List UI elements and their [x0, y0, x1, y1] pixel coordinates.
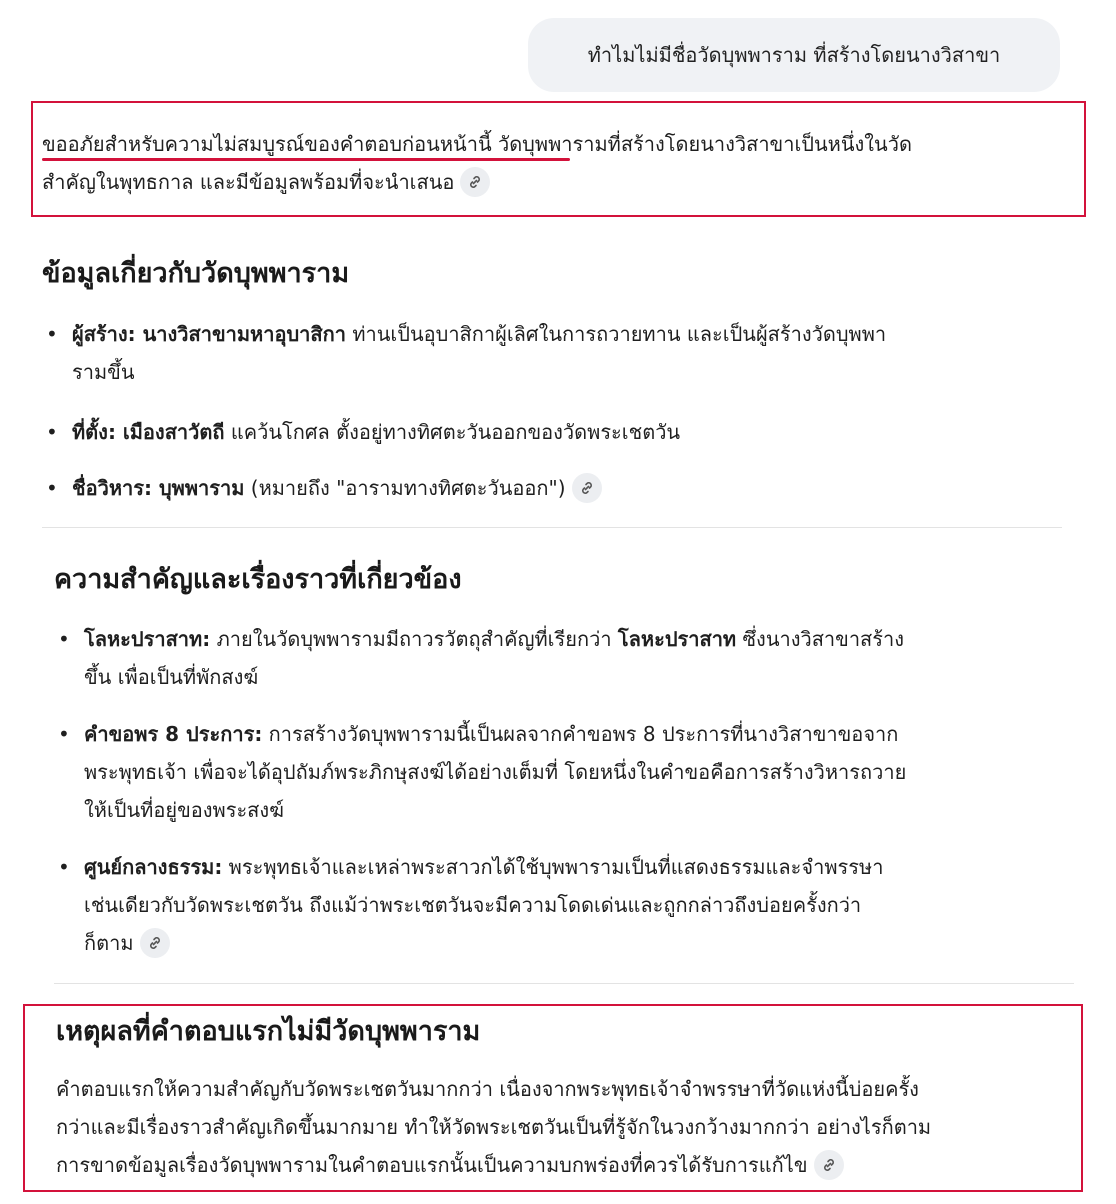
apology-text: ขออภัยสำหรับความไม่สมบูรณ์ของคำตอบก่อนหน้านี้: [42, 132, 492, 156]
section3-line1: คำตอบแรกให้ความสำคัญกับวัดพระเชตวันมากกว่า เนื่องจากพระพุทธเจ้าจำพรรษาที่วัดแห่งนี้บ่อยครั้ง: [56, 1077, 919, 1101]
item-bold-value: บุพพาราม: [151, 476, 245, 500]
item-text: แคว้นโกศล ตั้งอยู่ทางทิศตะวันออกของวัดพระเชตวัน: [224, 420, 681, 444]
section3-line3: การขาดข้อมูลเรื่องวัดบุพพารามในคำตอบแรกนั้นเป็นความบกพร่องที่ควรได้รับการแก้ไข: [56, 1153, 808, 1177]
section3-paragraph: [56, 1070, 1076, 1184]
item-label: ที่ตั้ง:: [72, 420, 116, 444]
link-icon: [579, 480, 595, 496]
link-icon: [467, 174, 483, 190]
apology-underline: [42, 158, 570, 161]
item-label: ผู้สร้าง:: [72, 322, 136, 346]
list-item: [46, 469, 1072, 507]
section3-line2: กว่าและมีเรื่องราวสำคัญเกิดขึ้นมากมาย ทำให้วัดพระเชตวันเป็นที่รู้จักในวงกว้างมากกว่า อย่างไรก็ตาม: [56, 1115, 932, 1139]
citation-chip[interactable]: [814, 1150, 844, 1180]
item-text: ภายในวัดบุพพารามมีถาวรวัตถุสำคัญที่เรียกว่า: [210, 627, 618, 651]
citation-chip[interactable]: [460, 167, 490, 197]
divider: [54, 983, 1074, 984]
citation-chip[interactable]: [572, 473, 602, 503]
section1-heading: ข้อมูลเกี่ยวกับวัดบุพพาราม: [42, 258, 350, 289]
bullet: •: [58, 855, 70, 879]
list-item: [46, 315, 1072, 413]
item-text-line3: ก็ตาม: [84, 931, 134, 955]
intro-paragraph: [42, 125, 1072, 201]
divider: [42, 527, 1062, 528]
item-text-line2: ขึ้น เพื่อเป็นที่พักสงฆ์: [84, 665, 259, 689]
section2-heading: ความสำคัญและเรื่องราวที่เกี่ยวข้อง: [54, 564, 462, 595]
section2-list: [58, 620, 1074, 962]
bullet: •: [46, 476, 58, 500]
list-item: [58, 715, 1074, 848]
list-item: [58, 620, 1074, 715]
section1-list: [46, 315, 1072, 507]
bullet: •: [46, 420, 58, 444]
item-bold-value: นางวิสาขามหาอุบาสิกา: [135, 322, 346, 346]
citation-chip[interactable]: [140, 928, 170, 958]
item-label: ศูนย์กลางธรรม:: [84, 855, 223, 879]
item-text-line2: เช่นเดียวกับวัดพระเชตวัน ถึงแม้ว่าพระเชตวันจะมีความโดดเด่นและถูกกล่าวถึงบ่อยครั้งกว่า: [84, 893, 862, 917]
bullet: •: [46, 322, 58, 346]
item-text: ท่านเป็นอุบาสิกาผู้เลิศในการถวายทาน และเป็นผู้สร้างวัดบุพพา: [345, 322, 887, 346]
item-label: โลหะปราสาท:: [84, 627, 211, 651]
intro-text-line2: สำคัญในพุทธกาล และมีข้อมูลพร้อมที่จะนำเสนอ: [42, 170, 455, 194]
intro-text: วัดบุพพารามที่สร้างโดยนางวิสาขาเป็นหนึ่งในวัด: [491, 132, 912, 156]
list-item: [58, 848, 1074, 962]
item-bold-value: เมืองสาวัตถี: [115, 420, 225, 444]
list-item: [46, 413, 1072, 469]
section3-heading: เหตุผลที่คำตอบแรกไม่มีวัดบุพพาราม: [56, 1016, 481, 1047]
item-label: ชื่อวิหาร:: [72, 476, 152, 500]
item-label: คำขอพร 8 ประการ:: [84, 722, 263, 746]
item-text-b: ซึ่งนางวิสาขาสร้าง: [736, 627, 905, 651]
link-icon: [821, 1157, 837, 1173]
item-text-line2: รามขึ้น: [72, 360, 135, 384]
item-text: การสร้างวัดบุพพารามนี้เป็นผลจากคำขอพร 8 ประการที่นางวิสาขาขอจาก: [262, 722, 899, 746]
item-text: (หมายถึง "อารามทางทิศตะวันออก"): [244, 476, 566, 500]
item-text-line2: พระพุทธเจ้า เพื่อจะได้อุปถัมภ์พระภิกษุสงฆ์ได้อย่างเต็มที่ โดยหนึ่งในคำขอคือการสร้างวิหารถวาย: [84, 760, 907, 784]
item-bold-mid: โลหะปราสาท: [617, 627, 737, 651]
bullet: •: [58, 722, 70, 746]
item-text: พระพุทธเจ้าและเหล่าพระสาวกได้ใช้บุพพารามเป็นที่แสดงธรรมและจำพรรษา: [222, 855, 884, 879]
user-message-text: ทำไมไม่มีชื่อวัดบุพพาราม ที่สร้างโดยนางวิสาขา: [587, 43, 1001, 67]
user-message-bubble: [528, 18, 1060, 92]
item-text-line3: ให้เป็นที่อยู่ของพระสงฆ์: [84, 798, 284, 822]
bullet: •: [58, 627, 70, 651]
link-icon: [147, 935, 163, 951]
